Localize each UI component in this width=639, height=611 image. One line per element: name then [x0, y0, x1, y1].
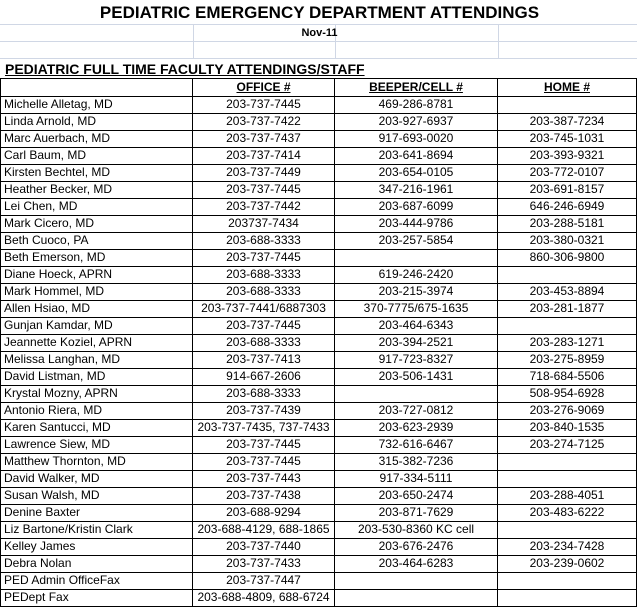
name-cell[interactable]: Krystal Mozny, APRN: [4, 386, 118, 400]
table-row: [0, 283, 637, 300]
office-cell[interactable]: 203737-7434: [228, 216, 299, 230]
beeper-cell[interactable]: 203-727-0812: [378, 403, 454, 417]
table-row: [0, 555, 637, 572]
name-cell[interactable]: Denine Baxter: [4, 505, 81, 519]
home-cell[interactable]: 203-274-7125: [529, 437, 605, 451]
home-cell[interactable]: [498, 572, 636, 589]
home-cell[interactable]: 203-281-1877: [529, 301, 605, 315]
office-cell[interactable]: 203-737-7443: [226, 471, 301, 485]
beeper-cell[interactable]: 203-530-8360 KC cell: [357, 522, 475, 536]
home-cell[interactable]: 203-691-8157: [529, 182, 605, 196]
office-cell[interactable]: 203-737-7438: [226, 488, 301, 502]
name-cell[interactable]: Kirsten Bechtel, MD: [4, 165, 111, 179]
beeper-cell[interactable]: 732-616-6467: [378, 437, 454, 451]
name-cell[interactable]: Beth Emerson, MD: [4, 250, 106, 264]
table-row: [0, 368, 637, 385]
name-cell[interactable]: Liz Bartone/Kristin Clark: [4, 522, 133, 536]
table-row: [0, 113, 637, 130]
beeper-cell[interactable]: 203-650-2474: [378, 488, 454, 502]
name-cell[interactable]: Matthew Thornton, MD: [4, 454, 126, 468]
beeper-cell[interactable]: 469-286-8781: [378, 97, 454, 111]
name-cell[interactable]: David Walker, MD: [4, 471, 100, 485]
home-cell[interactable]: 203-840-1535: [529, 420, 605, 434]
office-cell[interactable]: 203-737-7445: [226, 437, 301, 451]
office-cell[interactable]: 914-667-2606: [226, 369, 301, 383]
table-row: [0, 436, 637, 453]
beeper-cell[interactable]: [335, 249, 497, 266]
home-cell[interactable]: 203-772-0107: [529, 165, 605, 179]
beeper-cell[interactable]: [335, 572, 497, 589]
name-cell[interactable]: Mark Hommel, MD: [4, 284, 105, 298]
office-cell[interactable]: 203-737-7445: [226, 318, 301, 332]
beeper-cell[interactable]: 203-394-2521: [378, 335, 454, 349]
name-cell[interactable]: PED Admin OfficeFax: [4, 573, 120, 587]
home-cell[interactable]: 203-276-9069: [529, 403, 605, 417]
name-cell[interactable]: Heather Becker, MD: [4, 182, 113, 196]
beeper-cell[interactable]: 917-334-5111: [379, 471, 453, 485]
gridline: [0, 41, 637, 42]
beeper-cell[interactable]: 203-257-5854: [378, 233, 454, 247]
beeper-cell[interactable]: 203-444-9786: [378, 216, 454, 230]
home-cell[interactable]: 203-483-6222: [529, 505, 605, 519]
home-cell[interactable]: [498, 453, 636, 470]
home-cell[interactable]: 203-453-8894: [529, 284, 605, 298]
table-row: [0, 351, 637, 368]
table-row: [0, 300, 637, 317]
table-row: [0, 487, 637, 504]
office-cell[interactable]: 203-737-7445: [226, 250, 301, 264]
table-row: [0, 504, 637, 521]
beeper-cell[interactable]: [335, 589, 497, 606]
name-cell[interactable]: Jeannette Koziel, APRN: [4, 335, 133, 349]
beeper-cell[interactable]: 917-693-0020: [378, 131, 454, 145]
table-row: [0, 215, 637, 232]
beeper-cell[interactable]: 203-215-3974: [378, 284, 454, 298]
table-row: [0, 147, 637, 164]
home-cell[interactable]: 718-684-5506: [529, 369, 605, 383]
name-cell[interactable]: Linda Arnold, MD: [4, 114, 97, 128]
office-column-header[interactable]: OFFICE #: [236, 80, 291, 94]
table-row: [0, 402, 637, 419]
office-cell[interactable]: 203-688-4129, 688-1865: [197, 522, 330, 536]
home-cell[interactable]: 203-283-1271: [529, 335, 605, 349]
table-row: [0, 419, 637, 436]
name-cell[interactable]: Beth Cuoco, PA: [4, 233, 89, 247]
office-cell[interactable]: 203-737-7439: [226, 403, 301, 417]
beeper-cell[interactable]: 370-7775/675-1635: [363, 301, 469, 315]
home-cell[interactable]: [498, 266, 636, 283]
name-cell[interactable]: Diane Hoeck, APRN: [4, 267, 113, 281]
office-cell[interactable]: 203-737-7437: [226, 131, 301, 145]
beeper-cell[interactable]: 203-464-6343: [378, 318, 454, 332]
office-cell[interactable]: 203-737-7442: [226, 199, 301, 213]
table-row: [0, 538, 637, 555]
name-cell[interactable]: Melissa Langhan, MD: [4, 352, 121, 366]
home-cell[interactable]: 860-306-9800: [529, 250, 605, 264]
beeper-cell[interactable]: 203-927-6937: [378, 114, 454, 128]
beeper-cell[interactable]: 203-506-1431: [378, 369, 454, 383]
beeper-cell[interactable]: 203-641-8694: [378, 148, 454, 162]
office-cell[interactable]: 203-737-7413: [226, 352, 301, 366]
beeper-cell[interactable]: 315-382-7236: [378, 454, 454, 468]
name-cell[interactable]: Kelley James: [4, 539, 76, 553]
name-cell[interactable]: Antonio Riera, MD: [4, 403, 103, 417]
beeper-cell[interactable]: 203-687-6099: [378, 199, 454, 213]
home-cell[interactable]: 203-387-7234: [529, 114, 605, 128]
name-cell[interactable]: PEDept Fax: [4, 590, 69, 604]
beeper-cell[interactable]: 203-676-2476: [378, 539, 454, 553]
name-cell[interactable]: Gunjan Kamdar, MD: [4, 318, 113, 332]
office-cell[interactable]: 203-737-7422: [226, 114, 301, 128]
table-row: [0, 589, 637, 606]
beeper-cell[interactable]: 203-654-0105: [378, 165, 454, 179]
name-cell[interactable]: Lawrence Siew, MD: [4, 437, 111, 451]
office-cell[interactable]: 203-688-9294: [226, 505, 301, 519]
name-cell[interactable]: Mark Cicero, MD: [4, 216, 95, 230]
table-row: [0, 232, 637, 249]
name-cell[interactable]: Lei Chen, MD: [4, 199, 78, 213]
row-border: [0, 606, 637, 607]
home-cell[interactable]: 508-954-6928: [529, 386, 605, 400]
office-cell[interactable]: 203-688-3333: [226, 335, 301, 349]
office-cell[interactable]: 203-737-7414: [226, 148, 301, 162]
home-cell[interactable]: [498, 521, 636, 538]
office-cell[interactable]: 203-737-7433: [226, 556, 301, 570]
home-column-header[interactable]: HOME #: [543, 80, 590, 94]
table-row: [0, 164, 637, 181]
home-cell[interactable]: [498, 589, 636, 606]
table-row: [0, 266, 637, 283]
office-cell[interactable]: 203-737-7447: [226, 573, 301, 587]
beeper-cell[interactable]: [335, 385, 497, 402]
office-cell[interactable]: 203-688-4809, 688-6724: [197, 590, 330, 604]
table-row: [0, 181, 637, 198]
name-cell[interactable]: Allen Hsiao, MD: [4, 301, 91, 315]
home-cell[interactable]: 203-288-4051: [529, 488, 605, 502]
home-cell[interactable]: 203-288-5181: [529, 216, 605, 230]
table-row: [0, 96, 637, 113]
home-cell[interactable]: 203-234-7428: [529, 539, 605, 553]
office-cell[interactable]: 203-737-7441/6887303: [201, 301, 326, 315]
office-cell[interactable]: 203-688-3333: [226, 386, 301, 400]
beeper-cell[interactable]: 619-246-2420: [378, 267, 454, 281]
table-row: [0, 198, 637, 215]
table-row: [0, 334, 637, 351]
office-cell[interactable]: 203-737-7435, 737-7433: [197, 420, 330, 434]
table-row: [0, 572, 637, 589]
section-heading[interactable]: PEDIATRIC FULL TIME FACULTY ATTENDINGS/STAFF: [5, 61, 365, 77]
beeper-cell[interactable]: 347-216-1961: [378, 182, 454, 196]
beeper-cell[interactable]: 203-623-2939: [378, 420, 454, 434]
beeper-column-header[interactable]: BEEPER/CELL #: [369, 80, 463, 94]
table-row: [0, 453, 637, 470]
home-cell[interactable]: 203-380-0321: [529, 233, 605, 247]
table-row: [0, 521, 637, 538]
table-row: [0, 317, 637, 334]
home-cell[interactable]: [498, 317, 636, 334]
name-cell[interactable]: David Listman, MD: [4, 369, 106, 383]
date-subtitle[interactable]: Nov-11: [301, 27, 338, 39]
beeper-cell[interactable]: 917-723-8327: [378, 352, 454, 366]
home-cell[interactable]: 203-745-1031: [529, 131, 605, 145]
office-cell[interactable]: 203-688-3333: [226, 267, 301, 281]
table-row: [0, 130, 637, 147]
home-cell[interactable]: 203-275-8959: [529, 352, 605, 366]
home-cell[interactable]: 203-239-0602: [529, 556, 605, 570]
table-row: [0, 385, 637, 402]
office-cell[interactable]: 203-688-3333: [226, 284, 301, 298]
home-cell[interactable]: [498, 470, 636, 487]
office-cell[interactable]: 203-737-7440: [226, 539, 301, 553]
office-cell[interactable]: 203-737-7449: [226, 165, 301, 179]
name-cell[interactable]: Carl Baum, MD: [4, 148, 87, 162]
page-title[interactable]: PEDIATRIC EMERGENCY DEPARTMENT ATTENDINGS: [99, 3, 540, 22]
name-cell[interactable]: Debra Nolan: [4, 556, 72, 570]
name-cell[interactable]: Karen Santucci, MD: [4, 420, 111, 434]
home-cell[interactable]: 646-246-6949: [529, 199, 605, 213]
office-cell[interactable]: 203-737-7445: [226, 454, 301, 468]
office-cell[interactable]: 203-737-7445: [226, 182, 301, 196]
office-cell[interactable]: 203-737-7445: [226, 97, 301, 111]
home-cell[interactable]: 203-393-9321: [529, 148, 605, 162]
name-cell[interactable]: Marc Auerbach, MD: [4, 131, 111, 145]
table-row: [0, 249, 637, 266]
table-row: [0, 470, 637, 487]
beeper-cell[interactable]: 203-871-7629: [378, 505, 454, 519]
name-cell[interactable]: Susan Walsh, MD: [4, 488, 100, 502]
office-cell[interactable]: 203-688-3333: [226, 233, 301, 247]
name-cell[interactable]: Michelle Alletag, MD: [4, 97, 113, 111]
home-cell[interactable]: [498, 96, 636, 113]
beeper-cell[interactable]: 203-464-6283: [378, 556, 454, 570]
